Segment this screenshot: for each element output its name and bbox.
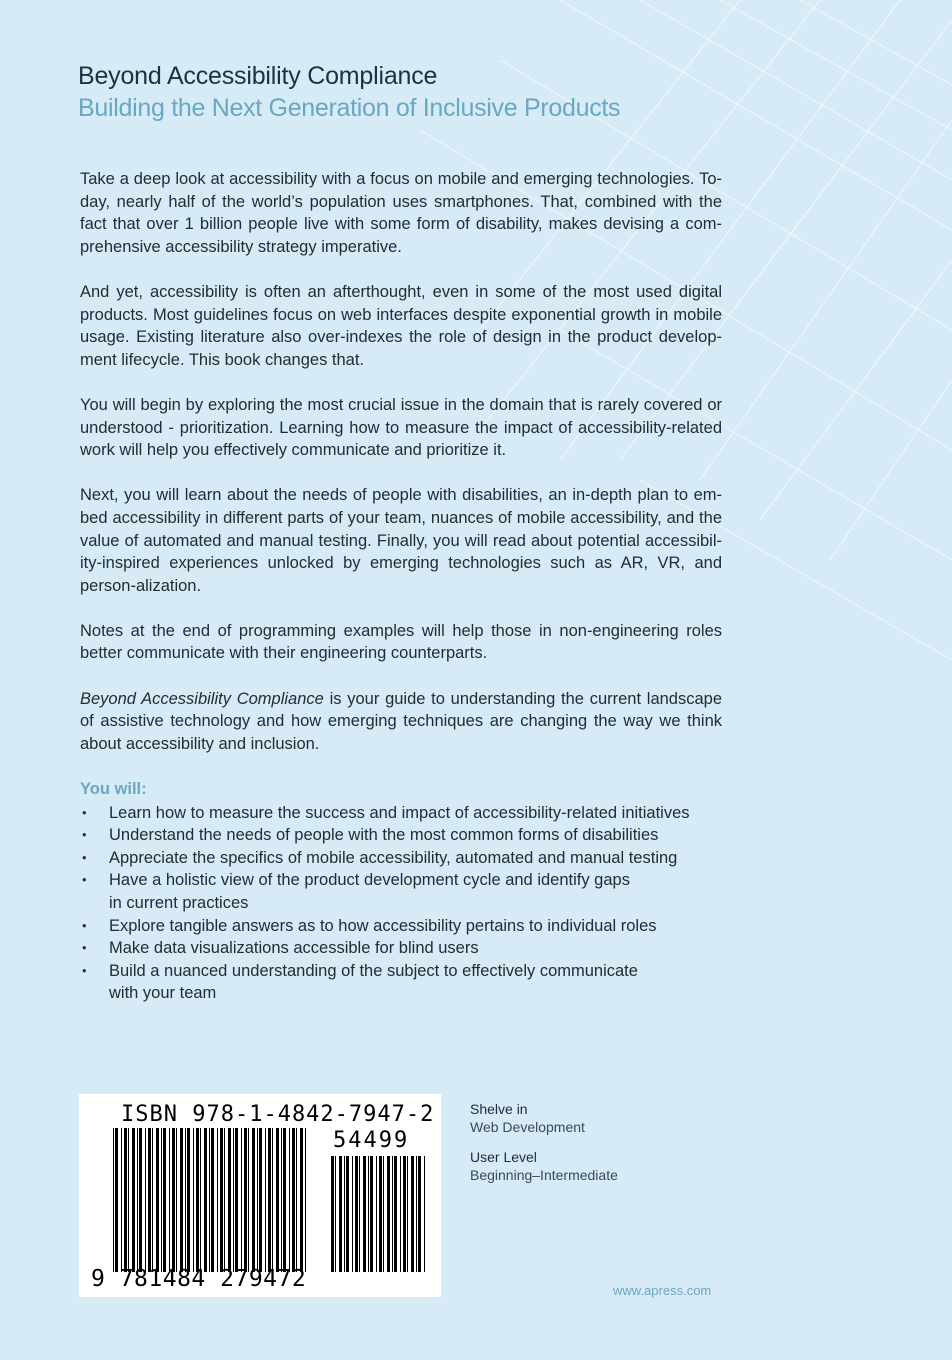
barcode-bar <box>113 1128 114 1272</box>
list-item-text: Have a holistic view of the product development cycle and identify gaps in current practices <box>109 871 630 912</box>
barcode-bar <box>268 1128 271 1272</box>
barcode-bar <box>379 1156 382 1272</box>
back-cover-content <box>78 60 722 1005</box>
list-item <box>80 915 722 938</box>
barcode-bar <box>145 1128 146 1272</box>
barcode-bar <box>300 1128 303 1272</box>
barcode-bar <box>180 1128 183 1272</box>
barcode-bar <box>187 1128 190 1272</box>
paragraph: Notes at the end of programming examples will help those in non-engineering roles better communicate with their engineering counterparts. <box>80 621 722 663</box>
paragraph: You will begin by exploring the most crucial issue in the domain that is rarely covered or understood - prioritization. Learning how to measure the impact of accessibility-related work will help you effectively communicate and prioritize it. <box>80 395 722 460</box>
paragraph: And yet, accessibility is often an afterthought, even in some of the most used digital products. Most guidelines focus on web interfaces despite exponential growth in mobile usage. Existing literature also over-indexes the role of design in the product develop-ment lifecycle. This book changes that. <box>80 282 722 369</box>
barcode-bar <box>296 1128 297 1272</box>
list-item-text: Explore tangible answers as to how accessibility pertains to individual roles <box>109 916 657 935</box>
barcode-bar <box>128 1128 129 1272</box>
barcode-digits: 9 781484 279472 <box>91 1266 307 1292</box>
list-item-text: Build a nuanced understanding of the subject to effectively communicate with your team <box>109 961 638 1003</box>
barcode-bar <box>331 1156 334 1272</box>
list-item <box>80 847 722 870</box>
list-item-text: Understand the needs of people with the most common forms of disabilities <box>109 826 659 845</box>
barcode-bar <box>121 1128 122 1272</box>
user-level-value: Beginning–Intermediate <box>470 1167 618 1183</box>
barcode-bar <box>152 1128 153 1272</box>
barcode-bar <box>163 1128 166 1272</box>
bullet-icon: • <box>82 962 87 978</box>
price-addon: 54499 <box>333 1128 410 1153</box>
barcode-bar <box>220 1128 223 1272</box>
barcode-bar <box>370 1156 373 1272</box>
list-item <box>80 960 722 1005</box>
barcode-bar <box>292 1128 295 1272</box>
barcode-bar <box>137 1128 138 1272</box>
book-title: Beyond Accessibility Compliance <box>78 62 438 90</box>
closing-book-title: Beyond Accessibility Compliance <box>80 689 324 708</box>
barcode-bar <box>200 1128 201 1272</box>
barcode-bar <box>383 1156 384 1272</box>
barcode-bar <box>346 1156 349 1272</box>
barcode-bar <box>305 1128 306 1272</box>
barcode-bar <box>204 1128 207 1272</box>
bullet-icon: • <box>82 872 87 888</box>
barcode-bar <box>344 1156 345 1272</box>
barcode-bar <box>217 1128 218 1272</box>
barcode-bar <box>276 1128 279 1272</box>
barcode-bar <box>387 1156 390 1272</box>
barcode-bar <box>224 1128 225 1272</box>
bullet-icon: • <box>82 849 87 865</box>
you-will-list <box>78 802 722 1005</box>
barcode-bar <box>139 1128 142 1272</box>
barcode-bar <box>233 1128 234 1272</box>
barcode-bar <box>355 1156 358 1272</box>
user-level-label: User Level <box>470 1149 537 1165</box>
barcode-bar <box>424 1156 425 1272</box>
barcode-bar <box>248 1128 249 1272</box>
barcode-bar <box>416 1156 417 1272</box>
bullet-icon: • <box>82 917 87 933</box>
barcode-bar <box>172 1128 175 1272</box>
barcode-bar <box>265 1128 266 1272</box>
list-item <box>80 869 722 914</box>
barcode-bar <box>335 1156 336 1272</box>
list-item <box>80 937 722 960</box>
barcode-bar <box>148 1128 151 1272</box>
barcode-bar <box>228 1128 231 1272</box>
barcode-bar <box>196 1128 199 1272</box>
list-item-text: Appreciate the specifics of mobile accessibility, automated and manual testing <box>109 848 678 867</box>
barcode-bar <box>185 1128 186 1272</box>
shelving-info <box>470 1100 618 1196</box>
barcode-bar <box>363 1156 366 1272</box>
barcode-bar <box>211 1128 214 1272</box>
barcode-bar <box>283 1128 286 1272</box>
barcode-bar <box>176 1128 177 1272</box>
barcode-bar <box>259 1128 262 1272</box>
isbn-number: ISBN 978-1-4842-7947-2 <box>121 1102 435 1127</box>
book-subtitle: Building the Next Generation of Inclusive Products <box>78 94 621 122</box>
barcode-bar <box>132 1128 135 1272</box>
barcode-bar <box>407 1156 408 1272</box>
barcode-bar <box>411 1156 414 1272</box>
barcode-bar <box>394 1156 397 1272</box>
bullet-icon: • <box>82 827 87 843</box>
barcode-bar <box>156 1128 159 1272</box>
paragraph: Take a deep look at accessibility with a focus on mobile and emerging technologies. To-day, nearly half of the world’s population uses smartphones. That, combined with the fact that over 1 billion people live with some form of disability, makes devising a com-prehensive accessibility strategy imperative. <box>80 170 722 256</box>
barcode-bar <box>257 1128 258 1272</box>
list-item-text: Make data visualizations accessible for blind users <box>109 939 479 958</box>
barcode-bar <box>209 1128 210 1272</box>
barcode-bar <box>368 1156 369 1272</box>
closing-paragraph <box>80 688 722 756</box>
barcode-bar <box>392 1156 393 1272</box>
list-item <box>80 802 722 825</box>
shelve-in-value: Web Development <box>470 1119 585 1135</box>
barcode-bar <box>352 1156 353 1272</box>
barcode-bar <box>124 1128 127 1272</box>
barcode-bar <box>193 1128 194 1272</box>
bullet-icon: • <box>82 804 87 820</box>
barcode-bar <box>161 1128 162 1272</box>
barcode-bar <box>272 1128 273 1272</box>
barcode-bar <box>235 1128 238 1272</box>
closing-text: is your guide to understanding the current landscape of assistive technology and how emerging techniques are changing the way we think about accessibility and inclusion. <box>80 689 723 753</box>
barcode-bar <box>289 1128 290 1272</box>
bullet-icon: • <box>82 940 87 956</box>
barcode-bar <box>244 1128 247 1272</box>
publisher-url[interactable]: www.apress.com <box>613 1283 712 1298</box>
list-item <box>80 824 722 847</box>
barcode-bar <box>281 1128 282 1272</box>
barcode-bar <box>339 1156 342 1272</box>
barcode-bar <box>376 1156 377 1272</box>
barcode-bar <box>359 1156 360 1272</box>
description <box>78 168 722 1005</box>
barcode-bar <box>241 1128 242 1272</box>
barcode-bar <box>403 1156 406 1272</box>
barcode-bar <box>115 1128 118 1272</box>
barcode-bar <box>400 1156 401 1272</box>
barcode-bar <box>252 1128 255 1272</box>
barcode-bar <box>418 1156 421 1272</box>
barcode-bar <box>169 1128 170 1272</box>
you-will-heading: You will: <box>80 780 147 799</box>
isbn-barcode <box>79 1094 441 1297</box>
shelve-in-label: Shelve in <box>470 1101 528 1117</box>
list-item-text: Learn how to measure the success and impact of accessibility-related initiatives <box>109 803 690 822</box>
paragraph: Next, you will learn about the needs of people with disabilities, an in-depth plan to em-bed accessibility in different parts of your team, nuances of mobile accessibility, and the value of automated and manual testing. Finally, you will read about potential accessibil-ity-inspired experiences unlocked by emerging technologies such as AR, VR, and person-alization. <box>80 486 722 595</box>
